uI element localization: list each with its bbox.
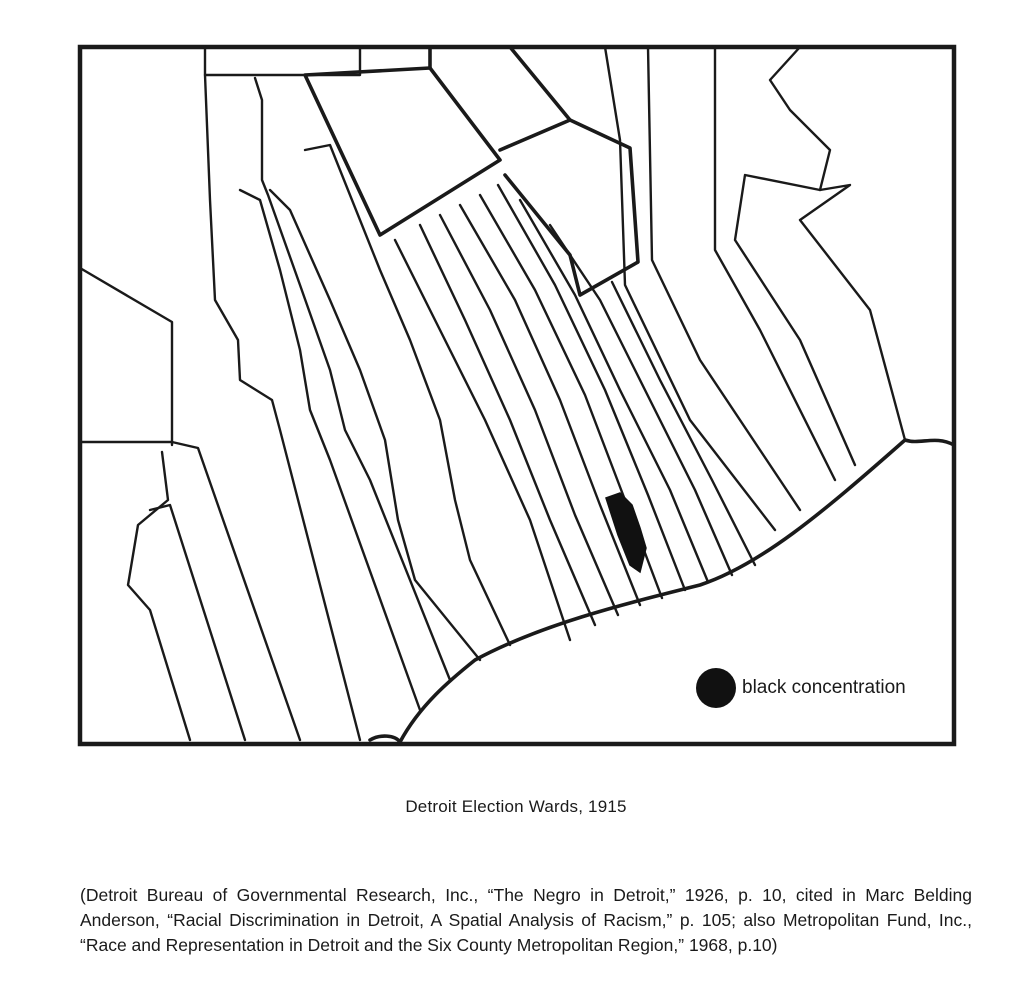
legend-label: black concentration [742, 677, 906, 698]
ward-boundary-north-3 [510, 47, 570, 120]
ward-block-north-center [305, 68, 500, 235]
ward-boundary-2 [205, 75, 360, 740]
ward-boundary-9 [440, 215, 618, 615]
ward-block-northeast [500, 120, 638, 295]
source-citation: (Detroit Bureau of Governmental Research, Inc., “The Negro in Detroit,” 1926, p. 10, cited in Marc Belding Anderson, “Racial Discrimination in Detroit, A Spatial Analysis of Racism,” p. 105; also Metropolitan Fund, Inc., “Race and Representation in Detroit and the Six County Metropolitan Region,” 1968, p.10) [80, 885, 972, 955]
ward-boundary-west-1 [80, 268, 172, 445]
ward-boundary-west-4 [128, 452, 190, 740]
ward-boundary-10 [460, 205, 640, 605]
ward-boundary-7 [395, 240, 570, 640]
shoreline-inlet [370, 736, 400, 742]
legend-symbol [696, 668, 736, 708]
ward-boundary-20 [800, 185, 905, 440]
ward-boundary-16 [605, 47, 775, 530]
ward-boundary-3 [240, 190, 420, 710]
ward-boundary-north-1 [205, 47, 360, 75]
ward-boundary-4 [255, 78, 450, 680]
figure-caption: Detroit Election Wards, 1915 [405, 797, 627, 816]
map-legend [696, 668, 906, 708]
ward-boundary-west-3 [172, 442, 300, 740]
ward-boundary-18 [715, 47, 835, 480]
